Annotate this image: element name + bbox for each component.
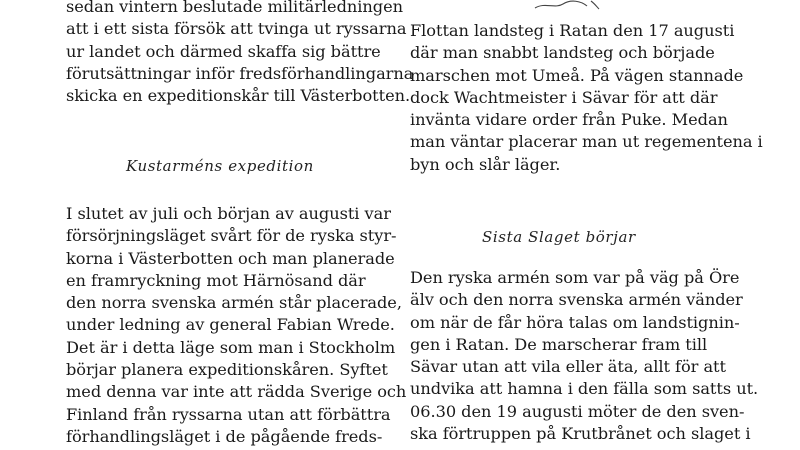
text-line: Sävar utan att vila eller äta, allt för att — [410, 357, 726, 377]
text-line: 06.30 den 19 augusti möter de den sven- — [410, 401, 745, 421]
text-line: ska förtruppen på Krutbrånet och slaget i — [410, 424, 751, 444]
text-line: man väntar placerar man ut regementena i — [410, 132, 763, 152]
text-line: invänta vidare order från Puke. Medan — [410, 110, 728, 130]
text-line: marschen mot Umeå. På vägen stannade — [410, 65, 744, 85]
text-line: dock Wachtmeister i Sävar för att där — [410, 87, 718, 107]
text-line: korna i Västerbotten och man planerade — [66, 248, 395, 268]
text-line: den norra svenska armén står placerade, — [66, 293, 402, 313]
text-line: ur landet och därmed skaffa sig bättre — [66, 41, 381, 61]
text-line: att i ett sista försök att tvinga ut ryssarna — [66, 19, 407, 39]
right-intro-paragraph — [410, 20, 763, 176]
text-line: gen i Ratan. De marscherar fram till — [410, 334, 708, 354]
right-body-paragraph — [410, 267, 758, 445]
text-line: förutsättningar inför fredsförhandlingarna — [66, 63, 414, 83]
text-line: skicka en expeditionskår till Västerbotten. — [66, 86, 411, 106]
left-intro-paragraph — [66, 0, 413, 107]
text-line: försörjningsläget svårt för de ryska styr- — [66, 226, 397, 246]
text-line: sedan vintern beslutade militärledningen — [66, 0, 403, 16]
text-line: en framryckning mot Härnösand där — [66, 270, 366, 290]
section-heading-sista-slaget-borjar: Sista Slaget börjar — [482, 228, 636, 246]
left-body-paragraph — [66, 203, 406, 448]
text-line: Finland från ryssarna utan att förbättra — [66, 404, 391, 424]
text-line: där man snabbt landsteg och började — [410, 43, 715, 63]
text-line: om när de får höra talas om landstignin- — [410, 312, 740, 332]
section-heading-kustarmens-expedition: Kustarméns expedition — [126, 157, 314, 175]
text-line: I slutet av juli och början av augusti var — [66, 204, 391, 223]
text-line: byn och slår läger. — [410, 154, 561, 174]
text-line: börjar planera expeditionskåren. Syftet — [66, 360, 388, 380]
text-line: Flottan landsteg i Ratan den 17 augusti — [410, 21, 735, 40]
text-line: under ledning av general Fabian Wrede. — [66, 315, 395, 335]
text-line: Den ryska armén som var på väg på Öre — [410, 268, 740, 287]
text-line: älv och den norra svenska armén vänder — [410, 290, 743, 310]
text-line: med denna var inte att rädda Sverige och — [66, 382, 407, 402]
text-line: Det är i detta läge som man i Stockholm — [66, 337, 396, 357]
text-line: undvika att hamna i den fälla som satts ut. — [410, 379, 759, 399]
text-line: förhandlingsläget i de pågående freds- — [66, 426, 383, 446]
heading-flourish-ornament — [533, 0, 603, 10]
